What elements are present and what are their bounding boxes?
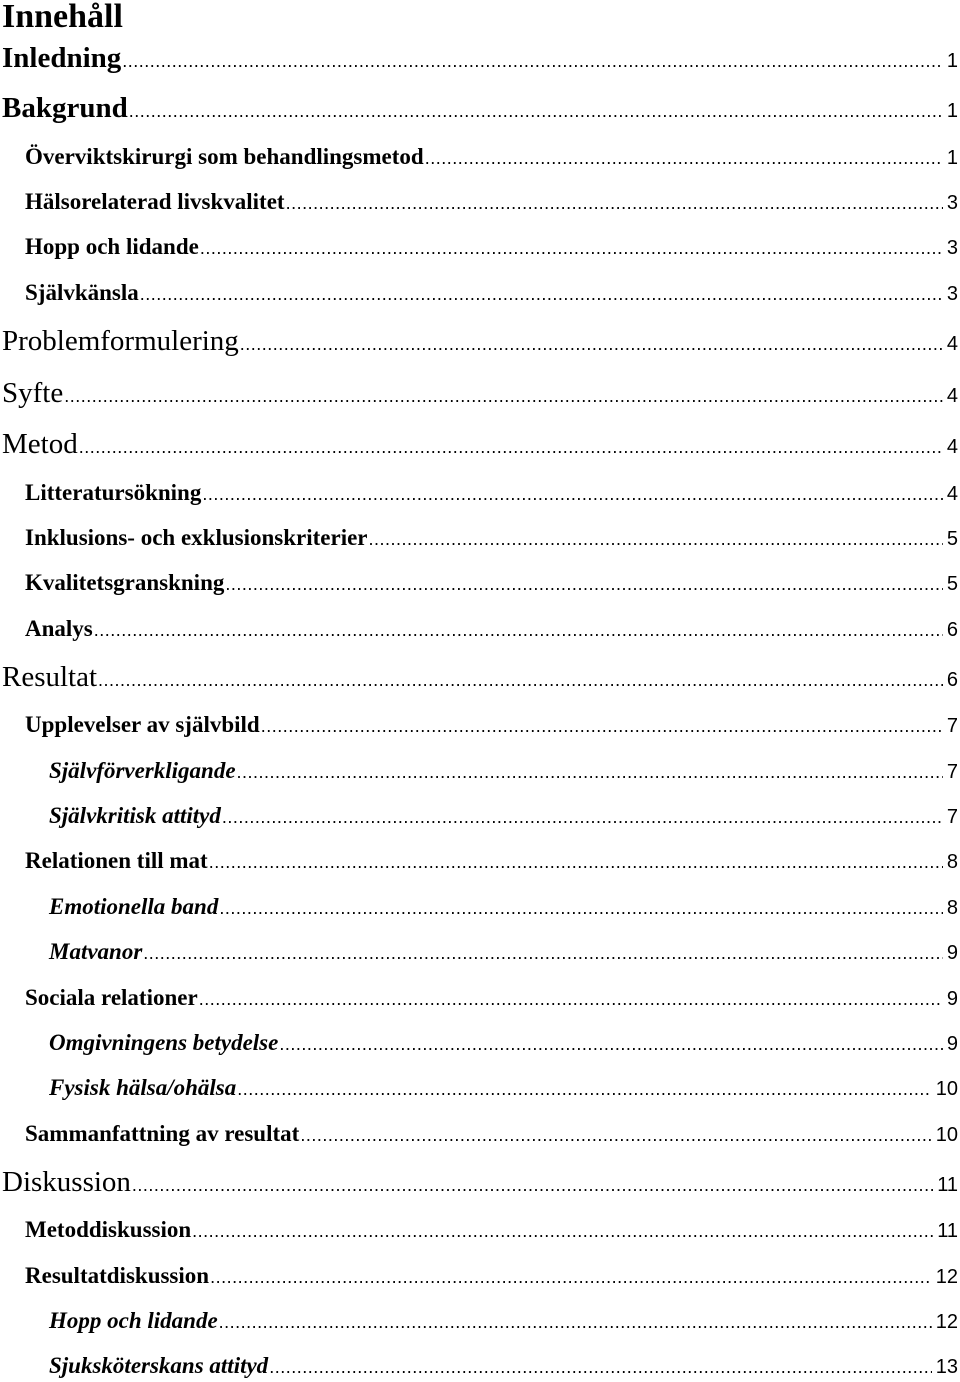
toc-entry-sjukskoterskans-attityd[interactable] — [49, 1352, 958, 1381]
toc-entry-label: Sociala relationer — [25, 985, 198, 1010]
toc-entry-page: 8 — [946, 897, 958, 919]
dot-leader — [269, 1353, 932, 1381]
toc-entry-label: Överviktskirurgi som behandlingsmetod — [25, 144, 424, 169]
toc-entry-page: 7 — [946, 806, 958, 828]
toc-entry-page: 1 — [946, 50, 958, 72]
toc-entry-sammanfattning[interactable] — [25, 1120, 958, 1149]
toc-entry-problemformulering[interactable] — [2, 324, 958, 361]
toc-entry-label: Relationen till mat — [25, 848, 208, 873]
dot-leader — [143, 939, 943, 967]
toc-entry-matvanor[interactable] — [49, 938, 958, 967]
toc-entry-upplevelser-av-sjalvbild[interactable] — [25, 711, 958, 740]
toc-entry-page: 6 — [946, 669, 958, 691]
toc-entry-label: Matvanor — [49, 939, 143, 964]
toc-entry-page: 12 — [935, 1311, 958, 1333]
toc-entry-label: Hopp och lidande — [25, 234, 199, 259]
toc-entry-hopp-och-lidande[interactable] — [25, 233, 958, 262]
toc-entry-page: 4 — [946, 333, 958, 355]
toc-entry-page: 8 — [946, 851, 958, 873]
dot-leader — [225, 570, 943, 598]
toc-entry-page: 4 — [946, 436, 958, 458]
dot-leader — [219, 894, 943, 922]
toc-entry-page: 4 — [946, 385, 958, 407]
toc-entry-diskussion[interactable] — [2, 1165, 958, 1202]
toc-entry-page: 7 — [946, 761, 958, 783]
toc-entry-bakgrund[interactable] — [2, 91, 958, 128]
dot-leader — [64, 379, 943, 413]
toc-entry-label: Problemformulering — [2, 325, 239, 357]
toc-entry-label: Omgivningens betydelse — [49, 1030, 279, 1055]
toc-entry-analys[interactable] — [25, 615, 958, 644]
toc-entry-label: Litteratursökning — [25, 480, 202, 505]
dot-leader — [202, 480, 943, 508]
toc-entry-resultatdiskussion[interactable] — [25, 1262, 958, 1291]
dot-leader — [200, 234, 943, 262]
toc-entry-halsorelaterad-livskvalitet[interactable] — [25, 188, 958, 217]
dot-leader — [98, 663, 943, 697]
toc-entry-label: Emotionella band — [49, 894, 219, 919]
toc-entry-page: 9 — [946, 988, 958, 1010]
toc-entry-relationen-till-mat[interactable] — [25, 847, 958, 876]
toc-entry-label: Inklusions- och exklusionskriterier — [25, 525, 368, 550]
toc-entry-label: Hälsorelaterad livskvalitet — [25, 189, 285, 214]
dot-leader — [222, 803, 943, 831]
toc-entry-emotionella-band[interactable] — [49, 893, 958, 922]
dot-leader — [300, 1121, 931, 1149]
dot-leader — [140, 280, 943, 308]
toc-entry-page: 11 — [937, 1174, 958, 1196]
dot-leader — [79, 430, 943, 464]
dot-leader — [279, 1030, 943, 1058]
dot-leader — [425, 144, 943, 172]
toc-entry-label: Självförverkligande — [49, 758, 236, 783]
dot-leader — [94, 616, 943, 644]
dot-leader — [369, 525, 943, 553]
toc-entry-page: 1 — [946, 147, 958, 169]
toc-entry-hopp-och-lidande-2[interactable] — [49, 1307, 958, 1336]
toc-entry-label: Metod — [2, 428, 78, 460]
toc-entry-overviktskirurgi[interactable] — [25, 143, 958, 172]
toc-entry-label: Fysisk hälsa/ohälsa — [49, 1075, 237, 1100]
toc-entry-page: 3 — [946, 192, 958, 214]
toc-entry-label: Bakgrund — [2, 92, 128, 124]
toc-entry-page: 10 — [935, 1124, 958, 1146]
toc-entry-label: Resultatdiskussion — [25, 1263, 210, 1288]
dot-leader — [237, 1075, 932, 1103]
dot-leader — [261, 712, 943, 740]
toc-entry-page: 11 — [937, 1220, 958, 1242]
toc-entry-page: 12 — [935, 1266, 958, 1288]
toc-entry-page: 13 — [935, 1356, 958, 1378]
toc-entry-page: 9 — [946, 1033, 958, 1055]
dot-leader — [210, 1263, 932, 1291]
toc-entry-page: 5 — [946, 573, 958, 595]
toc-entry-label: Diskussion — [2, 1166, 131, 1198]
toc-entry-inklusionskriterier[interactable] — [25, 524, 958, 553]
toc-entry-sjalvkansla[interactable] — [25, 279, 958, 308]
toc-entry-syfte[interactable] — [2, 376, 958, 413]
toc-entry-page: 9 — [946, 942, 958, 964]
toc-entry-litteratursokning[interactable] — [25, 479, 958, 508]
toc-entry-omgivningens-betydelse[interactable] — [49, 1029, 958, 1058]
dot-leader — [219, 1308, 932, 1336]
toc-entry-page: 3 — [946, 283, 958, 305]
toc-entry-sociala-relationer[interactable] — [25, 984, 958, 1013]
toc-entry-sjalvforverkligande[interactable] — [49, 757, 958, 786]
dot-leader — [122, 44, 943, 78]
toc-entry-label: Hopp och lidande — [49, 1308, 218, 1333]
toc-entry-label: Självkänsla — [25, 280, 139, 305]
dot-leader — [199, 985, 943, 1013]
dot-leader — [237, 758, 943, 786]
toc-entry-page: 3 — [946, 237, 958, 259]
dot-leader — [209, 848, 943, 876]
toc-entry-inledning[interactable] — [2, 41, 958, 78]
toc-entry-fysisk-halsa[interactable] — [49, 1074, 958, 1103]
toc-entry-label: Metoddiskussion — [25, 1217, 192, 1242]
toc-entry-label: Upplevelser av självbild — [25, 712, 260, 737]
toc-entry-page: 7 — [946, 715, 958, 737]
toc-entry-label: Resultat — [2, 661, 98, 693]
toc-entry-label: Syfte — [2, 377, 64, 409]
dot-leader — [132, 1168, 933, 1202]
toc-entry-label: Självkritisk attityd — [49, 803, 221, 828]
toc-entry-label: Kvalitetsgranskning — [25, 570, 225, 595]
dot-leader — [240, 327, 943, 361]
toc-entry-label: Analys — [25, 616, 93, 641]
toc-entry-sjalvkritisk-attityd[interactable] — [49, 802, 958, 831]
toc-title: Innehåll — [2, 0, 123, 35]
toc-entry-metod[interactable] — [2, 427, 958, 464]
toc-entry-label: Sjuksköterskans attityd — [49, 1353, 269, 1378]
toc-entry-resultat[interactable] — [2, 660, 958, 697]
toc-entry-label: Inledning — [2, 42, 122, 74]
dot-leader — [192, 1217, 933, 1245]
toc-entry-page: 6 — [946, 619, 958, 641]
toc-entry-page: 10 — [935, 1078, 958, 1100]
toc-entry-metoddiskussion[interactable] — [25, 1216, 958, 1245]
toc-entry-page: 5 — [946, 528, 958, 550]
toc-entry-kvalitetsgranskning[interactable] — [25, 569, 958, 598]
dot-leader — [286, 189, 943, 217]
toc-entry-page: 4 — [946, 483, 958, 505]
dot-leader — [129, 94, 943, 128]
toc-entry-label: Sammanfattning av resultat — [25, 1121, 300, 1146]
toc-entry-page: 1 — [946, 100, 958, 122]
